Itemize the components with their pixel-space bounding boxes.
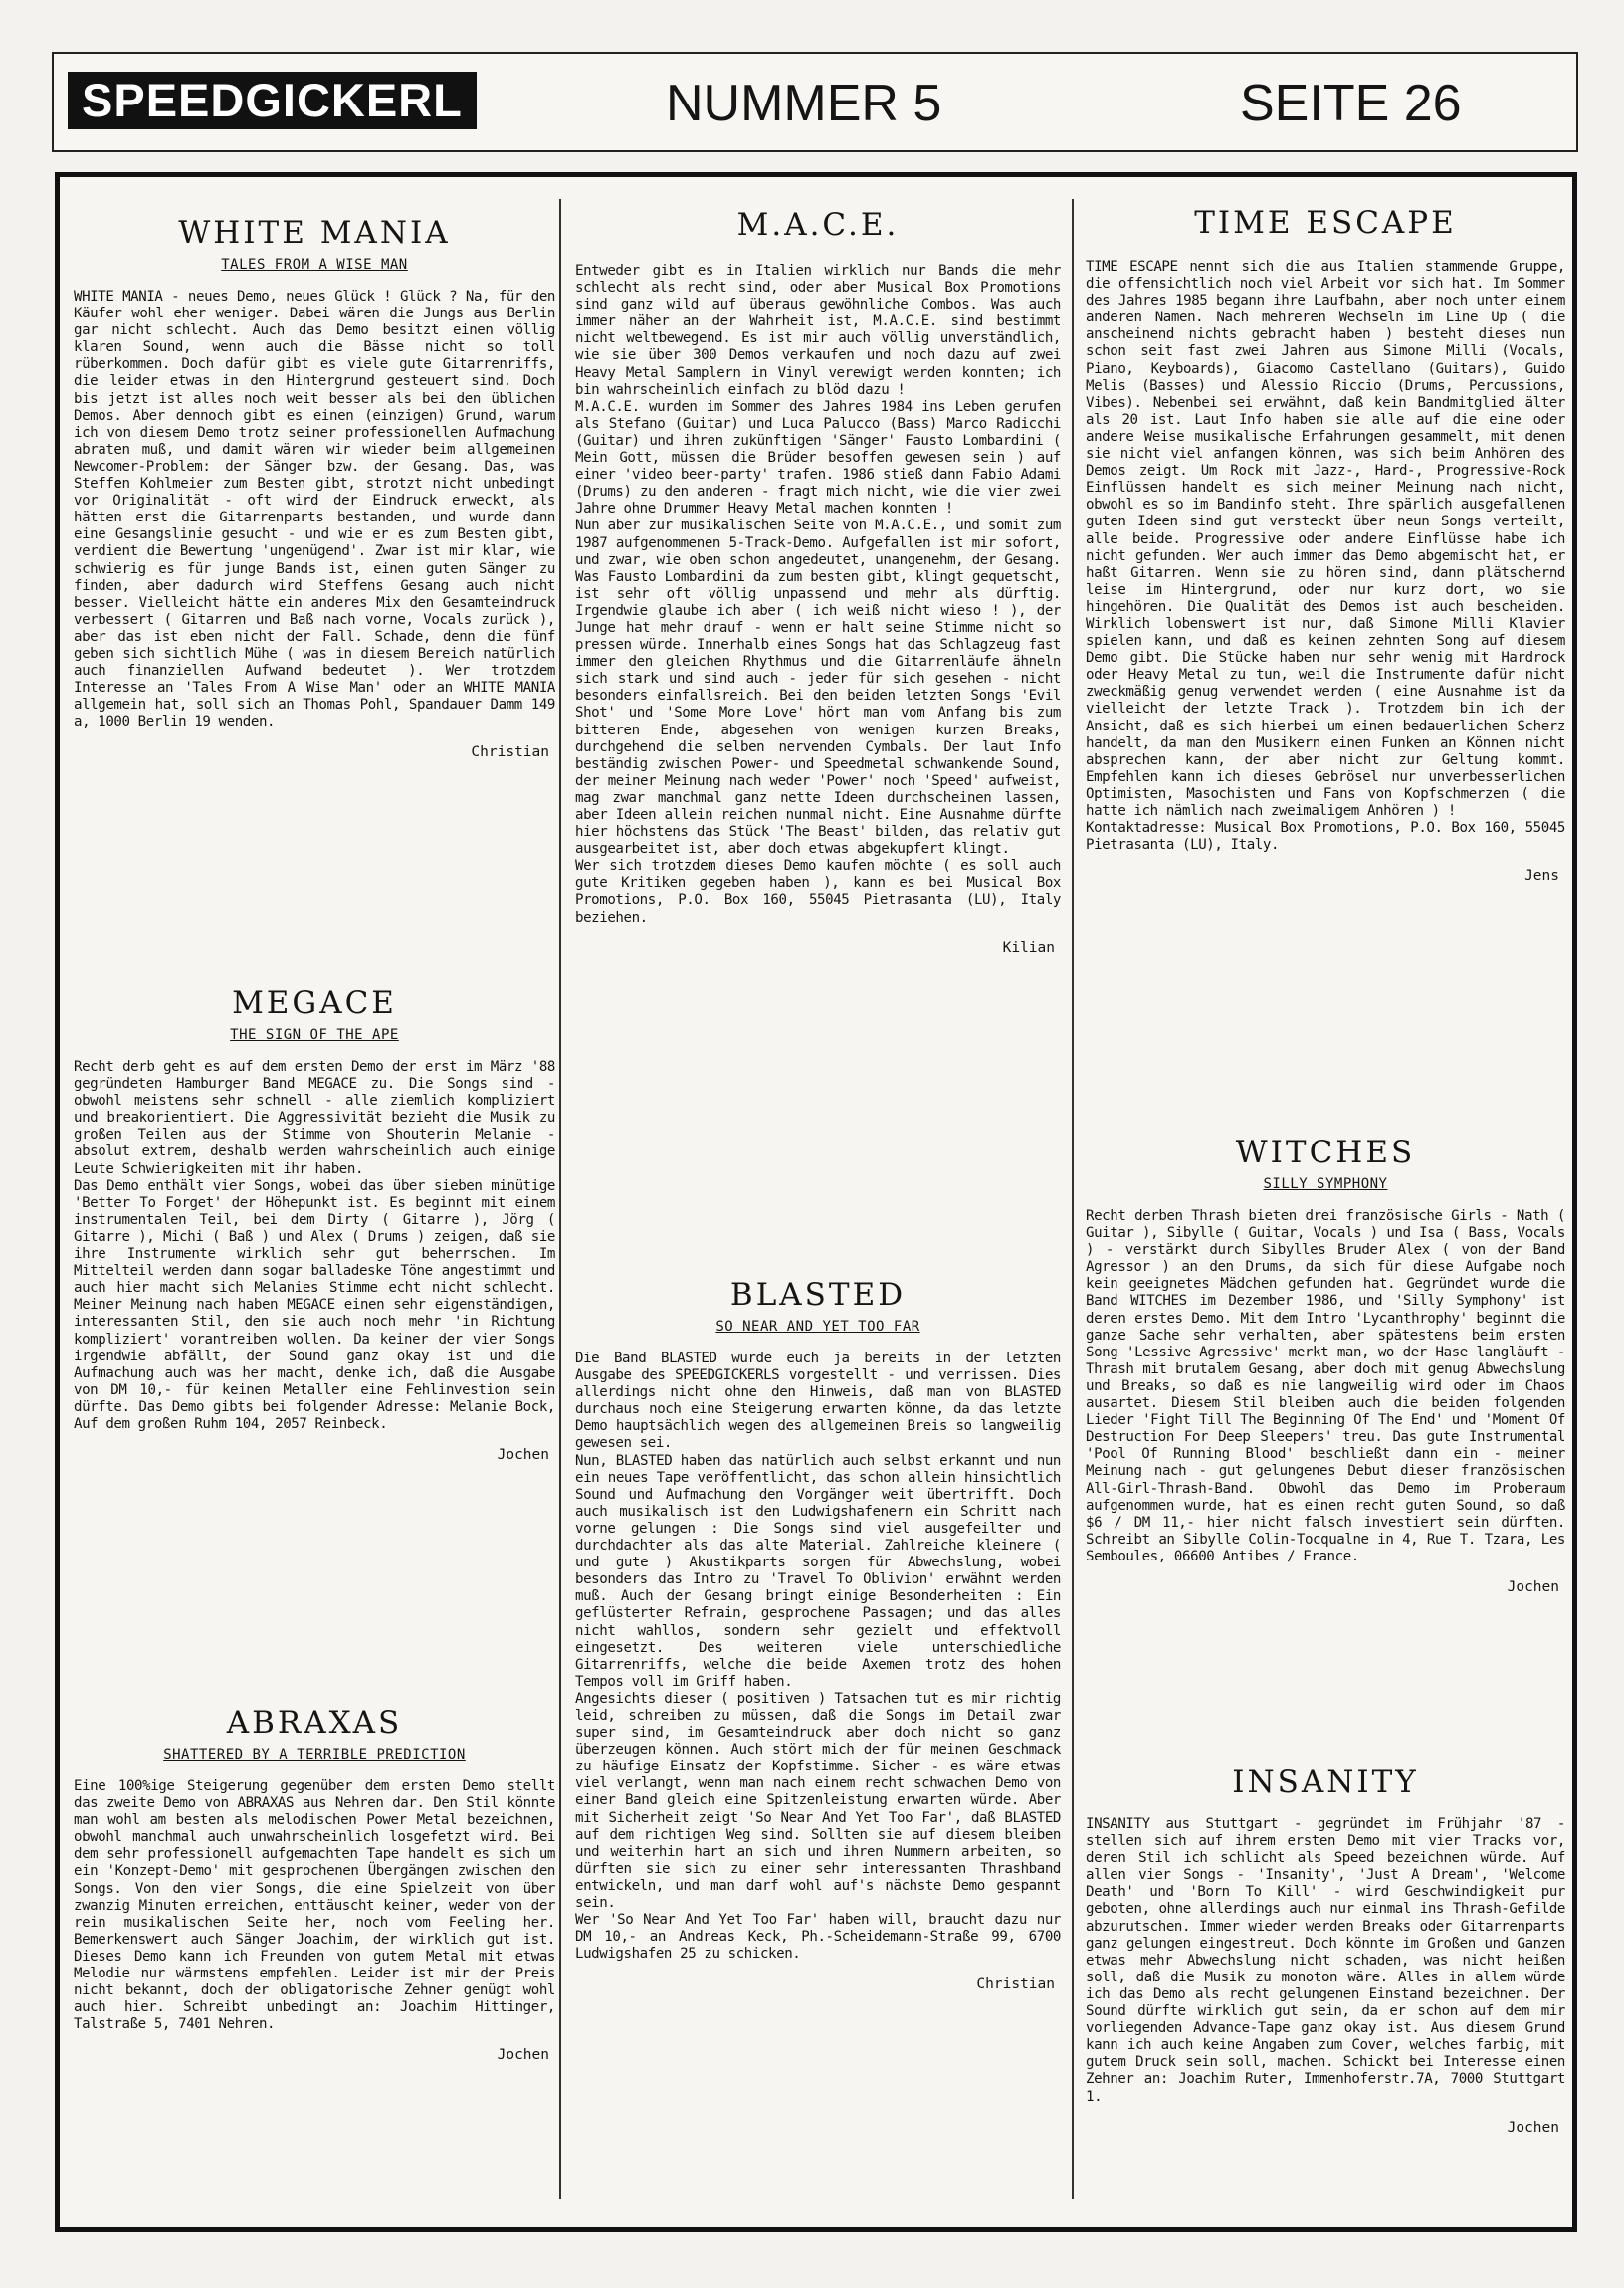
article-body: INSANITY aus Stuttgart - gegründet im Frühjahr '87 - stellen sich auf ihrem ersten Demo mit vier Tracks vor, deren Stil ich schlicht als Speed bezeichnen würde. Auf allen vier Songs - 'Insanity', 'Just A Dream', 'Welcome Death' und 'Born To Kill' - wird Geschwindigkeit pur geboten, ohne allerdings auch nur einmal ins Thrash-Gefilde abzurutschen. Immer wieder werden Breaks oder Gitarrenparts ganz gelungen eingestreut. Doch könnte im Großen und Ganzen etwas mehr Abwechslung nicht schaden, was nicht heißen soll, daß die Musik zu monoton wäre. Alles in allem würde ich das Demo als recht gelungenen Einstand bezeichnen. Der Sound dürfte wirklich gut sein, da er schon auf dem mir vorliegenden Advance-Tape ganz okay ist. Aus diesem Grund kann ich auch keine Angaben zum Cover, welches farbig, mit gutem Druck sein soll, machen. Schickt bei Interesse einen Zehner an: Joachim Ruter, Immenhoferstr.7A, 7000 Stuttgart 1. xyxy=(1086,1816,1565,2105)
article-title: WHITE MANIA xyxy=(178,215,451,251)
article-subtitle: THE SIGN OF THE APE xyxy=(230,1027,399,1043)
article-time-escape xyxy=(1086,205,1565,884)
article-subtitle: TALES FROM A WISE MAN xyxy=(221,257,408,273)
article-title: BLASTED xyxy=(729,1277,907,1313)
article-subtitle: SILLY SYMPHONY xyxy=(1263,1176,1388,1192)
content-frame xyxy=(55,172,1577,2232)
article-mace xyxy=(575,207,1061,956)
article-abraxas xyxy=(74,1705,555,2063)
article-body: Recht derb geht es auf dem ersten Demo der erst im März '88 gegründeten Hamburger Band MEGACE zu. Die Songs sind - obwohl meistens sehr schnell - alle ziemlich kompliziert und breakorientiert. Die Aggressivität bezieht die Musik zu großen Teilen aus der Stimme von Shouterin Melanie - absolut extrem, deshalb werden wahrscheinlich auch einige Leute Schwierigkeiten mit ihr haben. Das Demo enthält vier Songs, wobei das über sieben minütige 'Better To Forget' der Höhepunkt ist. Es beginnt mit einem instrumentalen Teil, bei dem Dirty ( Gitarre ), Jörg ( Gitarre ), Michi ( Baß ) und Alex ( Drums ) zeigen, daß sie ihre Instrumente wirklich sehr gut beherrschen. Im Mittelteil werden dann sogar balladeske Töne angestimmt und auch hier macht sich Melanies Stimme echt nicht schlecht. Meiner Meinung nach haben MEGACE einen sehr eigenständigen, interessanten Stil, den sie auch noch mehr 'in Richtung kompliziert' vorantreiben wollen. Da keiner der vier Songs irgendwie abfällt, der Sound ganz okay ist und die Aufmachung auch was her macht, denke ich, daß die Ausgabe von DM 10,- für keinen Metaller eine Fehlinvestion sein dürfte. Das Demo gibts bei folgender Adresse: Melanie Bock, Auf dem großen Ruhm 104, 2057 Reinbeck. xyxy=(74,1059,555,1432)
issue-number: NUMMER 5 xyxy=(666,75,942,132)
article-author: Kilian xyxy=(1002,939,1055,956)
article-white-mania xyxy=(74,215,555,760)
article-body: Die Band BLASTED wurde euch ja bereits in der letzten Ausgabe des SPEEDGICKERLS vorgestellt - und verrissen. Dies allerdings nicht ohne den Hinweis, daß man von BLASTED durchaus noch eine Steigerung erwarten könne, da das letzte Demo hauptsächlich wegen des allgemeinen Breis so langweilig gewesen sei. Nun, BLASTED haben das natürlich auch selbst erkannt und nun ein neues Tape veröffentlicht, das schon allein hinsichtlich Sound und Aufmachung den Vorgänger weit übertrifft. Doch auch musikalisch ist den Ludwigshafenern ein Schritt nach vorne gelungen : Die Songs sind viel ausgefeilter und durchdachter als das alte Material. Zahlreiche kleinere ( und gute ) Akustikparts sorgen für Abwechslung, wobei besonders das Intro zu 'Travel To Oblivion' erwähnt werden muß. Auch der Gesang bringt einige Besonderheiten : Ein geflüsterter Refrain, gesprochene Passagen; und das alles nicht wahllos, sondern sehr gezielt und effektvoll eingesetzt. Des weiteren viele unterschiedliche Gitarrenriffs, welche die beide Axemen trotz des hohen Tempos voll im Griff haben. Angesichts dieser ( positiven ) Tatsachen tut es mir richtig leid, schreiben zu müssen, daß die Songs im Detail zwar super sind, im Gesamteindruck aber doch nicht so ganz überzeugen können. Auch stört mich der für meinen Geschmack zu häufige Einsatz der Kopfstimme. Sicher - es wäre etwas viel verlangt, wenn man nach einem recht schwachen Demo von einer Band gleich eine Spitzenleistung erwarten würde. Aber mit Sicherheit zeigt 'So Near And Yet Too Far', daß BLASTED auf dem richtigen Weg sind. Sollten sie auf diesem bleiben und weiterhin hart an sich und ihren Nummern arbeiten, so dürften sie sich zu einer sehr interessanten Thrashband entwickeln, und man darf wohl auf's nächste Demo gespannt sein. Wer 'So Near And Yet Too Far' haben will, braucht dazu nur DM 10,- an Andreas Keck, Ph.-Scheidemann-Straße 99, 6700 Ludwigshafen 25 zu schicken. xyxy=(575,1351,1061,1963)
magazine-logo: SPEEDGICKERL xyxy=(68,72,477,129)
article-author: Jens xyxy=(1524,868,1559,885)
article-title: TIME ESCAPE xyxy=(1194,205,1457,241)
article-body: Eine 100%ige Steigerung gegenüber dem ersten Demo stellt das zweite Demo von ABRAXAS aus Nehren dar. Den Stil könnte man wohl am besten als melodischen Power Metal bezeichnen, obwohl manchmal auch unwahrscheinlich losgefetzt wird. Bei dem sehr professionell aufgemachten Tape handelt es sich um ein 'Konzept-Demo' mit gesprochenen Übergängen zwischen den Songs. Von den vier Songs, die eine Spielzeit von über zwanzig Minuten erreichen, enttäuscht keiner, weder von der rein musikalischen Seite her, noch vom Feeling her. Bemerkenswert auch Sänger Joachim, der wirklich gut ist. Dieses Demo kann ich Freunden von gutem Metal mit etwas Melodie nur wärmstens empfehlen. Leider ist mir der Preis nicht bekannt, doch der obligatorische Zehner genügt wohl auch hier. Schreibt unbedingt an: Joachim Hittinger, Talstraße 5, 7401 Nehren. xyxy=(74,1778,555,2033)
article-title: M.A.C.E. xyxy=(736,207,900,243)
article-witches xyxy=(1086,1135,1565,1595)
article-body: Recht derben Thrash bieten drei französische Girls - Nath ( Guitar ), Sibylle ( Guitar, Vocals ) und Isa ( Bass, Vocals ) - verstärkt durch Sibylles Bruder Alex ( von der Band Agressor ) an den Drums, da sich für diese Aufgabe noch kein geeignetes Mädchen gefunden hat. Gegründet wurde die Band WITCHES im Dezember 1986, und 'Silly Symphony' ist deren erstes Demo. Mit dem Intro 'Lycanthrophy' beginnt die ganze Sache sehr verhalten, aber spätestens beim ersten Song 'Lessive Agressive' merkt man, wo der Hase langläuft - Thrash mit brutalem Gesang, aber doch mit genug Abwechslung und Breaks, so daß es nie langweilig wird oder im Chaos ausartet. Diesem Stil bleiben auch die beiden folgenden Lieder 'Fight Till The Beginning Of The End' und 'Moment Of Destruction For Deep Sleepers' treu. Das gute Instrumental 'Pool Of Running Blood' beschließt dann ein - meiner Meinung nach - gut gelungenes Debut dieser französischen All-Girl-Thrash-Band. Obwohl das Demo im Proberaum aufgenommen wurde, hat es einen recht guten Sound, so daß $6 / DM 11,- hier nicht falsch investiert sein dürften. Schreibt an Sibylle Colin-Tocqualne in 4, Rue T. Tzara, Les Semboules, 06600 Antibes / France. xyxy=(1086,1208,1565,1564)
article-megace xyxy=(74,985,555,1463)
article-author: Christian xyxy=(471,744,549,761)
column-divider xyxy=(1072,199,1074,2199)
article-author: Jochen xyxy=(497,2047,549,2064)
article-title: MEGACE xyxy=(232,985,397,1021)
article-subtitle: SO NEAR AND YET TOO FAR xyxy=(715,1319,920,1335)
article-title: INSANITY xyxy=(1232,1765,1419,1800)
article-author: Jochen xyxy=(1507,2119,1559,2136)
article-author: Christian xyxy=(976,1976,1055,1993)
article-insanity xyxy=(1086,1765,1565,2136)
article-author: Jochen xyxy=(1507,1578,1559,1595)
article-body: Entweder gibt es in Italien wirklich nur Bands die mehr schlecht als recht sind, oder aber Musical Box Promotions sind ganz wild auf überaus gewöhnliche Combos. Was auch immer näher an der Wahrheit ist, M.A.C.E. sind bestimmt nicht weltbewegend. Es ist mir auch völlig unverständlich, wie sie über 300 Demos verkaufen und noch dazu auf zwei Heavy Metal Samplern in Vinyl verewigt werden konnten; ich bin wahrscheinlich einfach zu blöd dazu ! M.A.C.E. wurden im Sommer des Jahres 1984 ins Leben gerufen als Stefano (Guitar) und Luca Palucco (Bass) Marco Radicchi (Guitar) und ihren zukünftigen 'Sänger' Fausto Lombardini ( Mein Gott, müssen die Brüder besoffen gewesen sein ) auf einer 'video beer-party' trafen. 1986 stieß dann Fabio Adami (Drums) zu den anderen - fragt mich nicht, wie die vier zwei Jahre ohne Drummer Heavy Metal machen konnten ! Nun aber zur musikalischen Seite von M.A.C.E., und somit zum 1987 aufgenommenen 5-Track-Demo. Aufgefallen ist mir sofort, und zwar, wie oben schon angedeutet, unangenehm, der Gesang. Was Fausto Lombardini da zum besten gibt, klingt gequetscht, ist sehr oft völlig unpassend und mehr als dürftig. Irgendwie glaube ich aber ( ich weiß nicht wieso ! ), der Junge hat mehr drauf - wenn er halt seine Stimme nicht so pressen würde. Innerhalb eines Songs hat das Schlagzeug fast immer den gleichen Rhythmus und die Gitarrenläufe ähneln sich stark und sind auch - jeder für sich gesehen - nicht besonders einfallsreich. Bei den beiden letzten Songs 'Evil Shot' und 'Some More Love' hört man vom Anfang bis zum bitteren Ende, abgesehen von wenigen kurzen Breaks, durchgehend die selben nervenden Cymbals. Der laut Info beständig zwischen Power- und Speedmetal schwankende Sound, der meiner Meinung nach weder 'Power' noch 'Speed' aufweist, mag zwar manchmal ganz nette Ideen durchscheinen lassen, aber Ideen allein reichen nunmal nicht. Eine Ausnahme dürfte hier höchstens das Stück 'The Beast' bilden, das relativ gut ausgearbeitet ist, aber doch etwas abgekupfert klingt. Wer sich trotzdem dieses Demo kaufen möchte ( es soll auch gute Kritiken gegeben haben ), kann es bei Musical Box Promotions, P.O. Box 160, 55045 Pietrasanta (LU), Italy beziehen. xyxy=(575,263,1061,926)
page-number: SEITE 26 xyxy=(1240,75,1462,132)
article-body: WHITE MANIA - neues Demo, neues Glück ! Glück ? Na, für den Käufer wohl eher weniger. Dabei wären die Jungs aus Berlin gar nicht schlecht. Auch das Demo besitzt einen völlig klaren Sound, wenn auch die Bässe nicht so toll rüberkommen. Doch dafür gibt es viele gute Gitarrenriffs, die leider etwas in den Hintergrund gesteuert sind. Doch bis jetzt ist alles noch weit besser als bei den üblichen Demos. Aber dennoch gibt es einen (einzigen) Grund, warum ich von diesem Demo trotz seiner professionellen Aufmachung abraten muß, und damit wären wir wieder beim allgemeinen Newcomer-Problem: der Sänger bzw. der Gesang. Das, was Steffen Kohlmeier zum Besten gibt, strotzt nicht unbedingt vor Originalität - oft wird der Eindruck erweckt, als hätten erst die Gitarrenparts bestanden, und wurde dann eine Gesangslinie gesucht - und wie er es zum Besten gibt, verdient die Bewertung 'ungenügend'. Zwar ist mir klar, wie schwierig es für junge Bands ist, einen guten Sänger zu finden, aber dadurch wird Steffens Gesang auch nicht besser. Vielleicht hätte ein anderes Mix den Gesamteindruck verbessert ( Gitarren und Baß nach vorne, Vocals zurück ), aber das ist eben nicht der Fall. Schade, denn die fünf geben sich sichtlich Mühe ( was in diesem Bereich natürlich auch finanziellen Aufwand bedeutet ). Wer trotzdem Interesse an 'Tales From A Wise Man' oder an WHITE MANIA allgemein hat, soll sich an Thomas Pohl, Spandauer Damm 149 a, 1000 Berlin 19 wenden. xyxy=(74,289,555,730)
article-title: ABRAXAS xyxy=(226,1705,403,1741)
article-blasted xyxy=(575,1277,1061,1992)
article-title: WITCHES xyxy=(1235,1135,1416,1170)
article-subtitle: SHATTERED BY A TERRIBLE PREDICTION xyxy=(163,1747,466,1763)
masthead xyxy=(52,52,1578,152)
article-author: Jochen xyxy=(497,1447,549,1464)
article-body: TIME ESCAPE nennt sich die aus Italien stammende Gruppe, die offensichtlich noch viel Arbeit vor sich hat. Im Sommer des Jahres 1985 begann ihre Laufbahn, aber noch unter einem anderen Namen. Nach mehreren Wechseln im Line Up ( die anscheinend nichts gebracht haben ) besteht dieses nun schon seit fast zwei Jahren aus Simone Milli (Vocals, Piano, Keyboards), Giacomo Castellano (Guitars), Guido Melis (Basses) und Alessio Riccio (Drums, Percussions, Vibes). Nebenbei sei erwähnt, daß kein Bandmitglied älter als 20 ist. Laut Info haben sie alle auf die eine oder andere Weise musikalische Erfahrungen gesammelt, mit denen sie nicht viel anfangen können, was sich beim Anhören des Demos zeigt. Um Rock mit Jazz-, Hard-, Progressive-Rock Einflüssen handelt es sich meiner Meinung nach nicht, obwohl es so im Bandinfo steht. Ihre spärlich ausgefallenen guten Ideen sind gut versteckt über neun Songs verteilt, alle beide. Progressive oder andere Einflüsse habe ich nicht gefunden. Wer auch immer das Demo abgemischt hat, er haßt Gitarren. Wenn sie zu hören sind, dann plätschernd leise im Hintergrund, oder nur kurz dort, wo sie hingehören. Die Qualität des Demos ist auch bescheiden. Wirklich lobenswert ist nur, daß Simone Milli Klavier spielen kann, und daß es keinen zehnten Song auf diesem Demo gibt. Die Stücke haben nur sehr wenig mit Hardrock oder Heavy Metal zu tun, weil die Instrumente dafür nicht zweckmäßig genug verwendet werden ( eine Ausnahme ist da vielleicht der letzte Track ). Trotzdem bin ich der Ansicht, daß es sich hierbei um einen bedauerlichen Scherz handelt, da man den Musikern einen Funken an Können nicht absprechen kann, der aber nicht zur Geltung kommt. Empfehlen kann ich dieses Gebrösel nur unverbesserlichen Optimisten, Masochisten und Fans von Kopfschmerzen ( die hatte ich nämlich nach zweimaligem Anhören ) ! Kontaktadresse: Musical Box Promotions, P.O. Box 160, 55045 Pietrasanta (LU), Italy. xyxy=(1086,259,1565,854)
column-divider xyxy=(559,199,561,2199)
